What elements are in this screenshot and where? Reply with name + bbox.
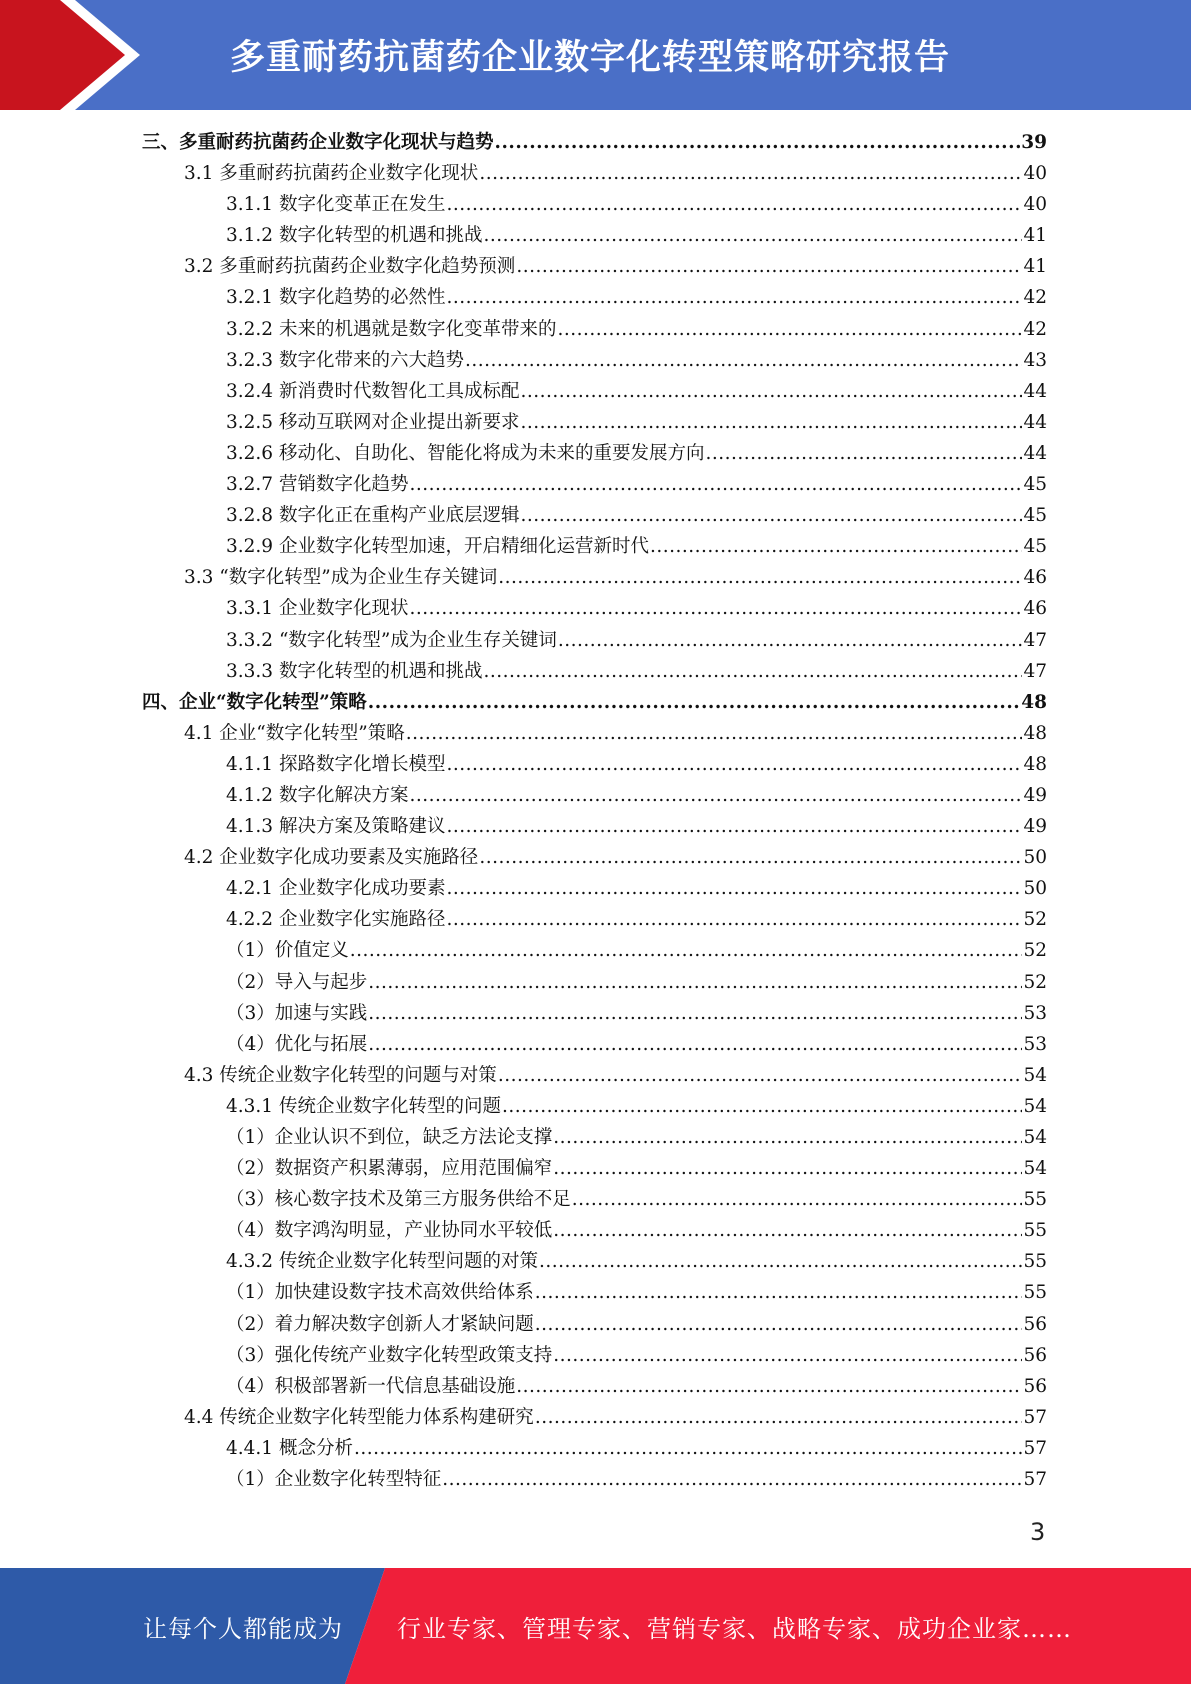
toc-entry-title: 4.3.2 传统企业数字化转型问题的对策 [226,1251,538,1273]
toc-dot-leader [520,376,1022,407]
toc-entry-page: 56 [1023,1344,1047,1366]
toc-entry-title: 3.2.7 营销数字化趋势 [226,474,409,496]
toc-entry-page: 55 [1023,1282,1047,1304]
toc-entry-title: 3.2.5 移动互联网对企业提出新要求 [226,411,520,433]
toc-dot-leader [368,1029,1022,1060]
toc-dot-leader [368,687,1020,718]
toc-entry[interactable] [142,500,1047,531]
toc-entry[interactable] [142,220,1047,251]
toc-entry-page: 42 [1023,287,1047,309]
toc-dot-leader [446,282,1022,313]
toc-dot-leader [553,1122,1022,1153]
toc-entry-page: 43 [1023,349,1047,371]
toc-entry-title: 3.2.2 未来的机遇就是数字化变革带来的 [226,318,557,340]
toc-entry[interactable] [142,656,1047,687]
toc-entry-page: 44 [1023,380,1047,402]
toc-entry[interactable] [142,780,1047,811]
toc-entry-page: 54 [1023,1127,1047,1148]
toc-entry[interactable] [142,345,1047,376]
toc-entry-page: 57 [1023,1469,1047,1491]
toc-dot-leader [446,189,1022,220]
toc-entry-page: 45 [1023,536,1047,558]
toc-entry-title: （3）加速与实践 [226,1002,368,1024]
toc-entry[interactable] [142,625,1047,656]
toc-dot-leader [479,158,1022,189]
toc-dot-leader [498,562,1022,593]
toc-dot-leader [535,1309,1023,1340]
toc-entry[interactable] [142,967,1047,998]
toc-entry[interactable] [142,562,1047,593]
toc-entry-page: 50 [1023,878,1047,900]
toc-entry-page: 48 [1021,691,1047,713]
toc-entry-page: 47 [1023,660,1047,682]
toc-dot-leader [650,531,1022,562]
toc-entry-title: （2）着力解决数字创新人才紧缺问题 [226,1313,534,1335]
toc-entry[interactable] [142,189,1047,220]
table-of-contents [142,127,1047,1495]
toc-entry-page: 48 [1023,753,1047,775]
toc-dot-leader [553,1340,1022,1371]
toc-dot-leader [572,1184,1023,1215]
toc-dot-leader [442,1464,1022,1495]
toc-entry[interactable] [142,904,1047,935]
toc-entry-title: （3）强化传统产业数字化转型政策支持 [226,1344,553,1366]
toc-entry-title: 四、企业“数字化转型”策略 [142,691,367,713]
toc-entry[interactable] [142,935,1047,966]
toc-entry[interactable] [142,1464,1047,1495]
toc-entry[interactable] [142,998,1047,1029]
toc-entry[interactable] [142,687,1047,718]
toc-entry-page: 49 [1023,784,1047,806]
toc-entry-title: 3.2.1 数字化趋势的必然性 [226,287,446,309]
toc-entry-title: （1）加快建设数字技术高效供给体系 [226,1282,534,1304]
toc-dot-leader [479,842,1022,873]
toc-entry[interactable] [142,407,1047,438]
toc-entry-page: 40 [1023,163,1047,185]
toc-entry-page: 57 [1023,1406,1047,1428]
header-banner [0,0,1191,110]
toc-dot-leader [409,469,1022,500]
toc-entry[interactable] [142,1060,1047,1091]
toc-entry-page: 46 [1023,598,1047,620]
toc-dot-leader [535,1277,1023,1308]
toc-entry[interactable] [142,282,1047,313]
toc-dot-leader [446,904,1022,935]
toc-dot-leader [535,1402,1023,1433]
toc-dot-leader [409,780,1022,811]
toc-entry[interactable] [142,531,1047,562]
toc-entry[interactable] [142,1091,1047,1122]
page-number: 3 [1030,1518,1046,1546]
footer-banner [0,1568,1191,1684]
toc-entry-page: 47 [1023,629,1047,651]
toc-entry[interactable] [142,1184,1047,1215]
toc-entry-page: 46 [1023,567,1047,589]
toc-entry-title: 3.3 “数字化转型”成为企业生存关键词 [184,567,498,589]
toc-entry-page: 44 [1023,442,1047,464]
toc-entry-title: 4.3 传统企业数字化转型的问题与对策 [184,1064,497,1086]
toc-entry-page: 53 [1023,1002,1047,1024]
toc-entry-page: 40 [1023,194,1047,216]
toc-entry-page: 45 [1023,474,1047,496]
toc-entry[interactable] [142,314,1047,345]
toc-entry[interactable] [142,842,1047,873]
toc-entry-title: （2）导入与起步 [226,971,368,993]
toc-dot-leader [557,314,1022,345]
toc-entry[interactable] [142,873,1047,904]
toc-entry-title: 3.2.6 移动化、自助化、智能化将成为未来的重要发展方向 [226,442,705,464]
toc-entry-title: （4）数字鸿沟明显，产业协同水平较低 [226,1220,553,1242]
toc-entry-title: 3.3.2 “数字化转型”成为企业生存关键词 [226,629,557,651]
toc-entry-page: 56 [1023,1375,1047,1397]
toc-entry-title: 4.1 企业“数字化转型”策略 [184,722,405,744]
toc-entry-page: 55 [1023,1189,1047,1211]
toc-dot-leader [705,438,1022,469]
toc-entry-title: 3.2.3 数字化带来的六大趋势 [226,349,464,371]
toc-dot-leader [539,1246,1022,1277]
toc-entry-page: 57 [1023,1437,1047,1459]
toc-entry-page: 52 [1023,940,1047,962]
toc-entry-title: 4.4 传统企业数字化转型能力体系构建研究 [184,1406,534,1428]
toc-entry[interactable] [142,469,1047,500]
toc-dot-leader [446,811,1022,842]
toc-entry-page: 56 [1023,1313,1047,1335]
toc-dot-leader [498,1060,1023,1091]
toc-dot-leader [368,967,1022,998]
toc-entry-title: 3.1 多重耐药抗菌药企业数字化现状 [184,163,479,185]
footer-slogan-right: 行业专家、管理专家、营销专家、战略专家、成功企业家…… [397,1614,1072,1643]
toc-dot-leader [553,1215,1022,1246]
toc-entry-title: 3.1.2 数字化转型的机遇和挑战 [226,225,483,247]
toc-entry-page: 50 [1023,847,1047,869]
toc-entry-page: 41 [1023,225,1047,247]
footer-slogan-left: 让每个人都能成为 [143,1614,343,1643]
toc-entry-title: （4）优化与拓展 [226,1033,368,1055]
toc-dot-leader [368,998,1022,1029]
toc-entry-title: （3）核心数字技术及第三方服务供给不足 [226,1189,571,1211]
toc-dot-leader [409,593,1022,624]
toc-entry[interactable] [142,1402,1047,1433]
toc-entry[interactable] [142,1371,1047,1402]
toc-entry-page: 55 [1023,1220,1047,1242]
toc-entry-title: 4.4.1 概念分析 [226,1437,353,1459]
toc-entry-page: 52 [1023,971,1047,993]
toc-entry[interactable] [142,1340,1047,1371]
toc-entry-title: （4）积极部署新一代信息基础设施 [226,1375,516,1397]
toc-entry-title: （2）数据资产积累薄弱，应用范围偏窄 [226,1158,553,1180]
toc-entry-page: 54 [1023,1158,1047,1180]
toc-entry[interactable] [142,1029,1047,1060]
toc-dot-leader [350,935,1023,966]
toc-entry-title: （1）企业认识不到位，缺乏方法论支撑 [226,1127,553,1148]
toc-entry-title: 4.2.2 企业数字化实施路径 [226,909,446,931]
toc-entry[interactable] [142,1277,1047,1308]
toc-dot-leader [483,656,1022,687]
toc-dot-leader [406,718,1023,749]
toc-entry-title: 4.1.2 数字化解决方案 [226,784,409,806]
toc-entry-title: 3.1.1 数字化变革正在发生 [226,194,446,216]
toc-entry-page: 42 [1023,318,1047,340]
toc-entry-title: 3.2.8 数字化正在重构产业底层逻辑 [226,505,520,527]
toc-entry[interactable] [142,1215,1047,1246]
toc-dot-leader [495,127,1021,158]
toc-entry-page: 54 [1023,1095,1047,1117]
toc-entry-title: 4.2.1 企业数字化成功要素 [226,878,446,900]
toc-dot-leader [520,407,1022,438]
toc-entry-page: 41 [1023,256,1047,278]
toc-entry-page: 49 [1023,816,1047,838]
toc-entry-title: 3.2.9 企业数字化转型加速，开启精细化运营新时代 [226,536,649,558]
toc-dot-leader [483,220,1022,251]
toc-entry-page: 45 [1023,505,1047,527]
toc-dot-leader [558,625,1023,656]
toc-entry[interactable] [142,593,1047,624]
toc-entry-title: 三、多重耐药抗菌药企业数字化现状与趋势 [142,132,494,153]
toc-entry-page: 48 [1023,722,1047,744]
toc-entry-title: 4.1.3 解决方案及策略建议 [226,816,446,838]
document-title: 多重耐药抗菌药企业数字化转型策略研究报告 [230,38,951,78]
toc-entry-page: 54 [1023,1064,1047,1086]
toc-entry-page: 53 [1023,1033,1047,1055]
toc-entry-title: 4.2 企业数字化成功要素及实施路径 [184,847,479,869]
toc-entry-title: （1）企业数字化转型特征 [226,1469,442,1491]
toc-entry[interactable] [142,438,1047,469]
toc-entry-page: 39 [1021,132,1047,153]
toc-entry[interactable] [142,376,1047,407]
toc-dot-leader [520,500,1022,531]
toc-entry-title: 4.1.1 探路数字化增长模型 [226,753,446,775]
toc-entry-title: 3.3.3 数字化转型的机遇和挑战 [226,660,483,682]
toc-entry[interactable] [142,1153,1047,1184]
toc-entry-title: 3.2 多重耐药抗菌药企业数字化趋势预测 [184,256,516,278]
toc-entry[interactable] [142,811,1047,842]
toc-entry-page: 55 [1023,1251,1047,1273]
toc-entry-page: 52 [1023,909,1047,931]
toc-entry[interactable] [142,158,1047,189]
toc-dot-leader [502,1091,1022,1122]
header-arrow-graphic [0,0,160,110]
toc-dot-leader [446,873,1022,904]
toc-entry[interactable] [142,749,1047,780]
toc-dot-leader [516,251,1022,282]
toc-dot-leader [553,1153,1022,1184]
toc-entry[interactable] [142,1122,1047,1153]
toc-entry[interactable] [142,127,1047,158]
toc-dot-leader [516,1371,1022,1402]
toc-entry[interactable] [142,251,1047,282]
toc-entry[interactable] [142,1433,1047,1464]
toc-entry-title: 4.3.1 传统企业数字化转型的问题 [226,1095,501,1117]
toc-dot-leader [446,749,1022,780]
toc-dot-leader [465,345,1022,376]
toc-entry-title: 3.3.1 企业数字化现状 [226,598,409,620]
toc-entry-title: （1）价值定义 [226,940,349,962]
toc-entry[interactable] [142,718,1047,749]
toc-entry-page: 44 [1023,411,1047,433]
toc-entry-title: 3.2.4 新消费时代数智化工具成标配 [226,380,520,402]
toc-dot-leader [354,1433,1023,1464]
toc-entry[interactable] [142,1309,1047,1340]
toc-entry[interactable] [142,1246,1047,1277]
